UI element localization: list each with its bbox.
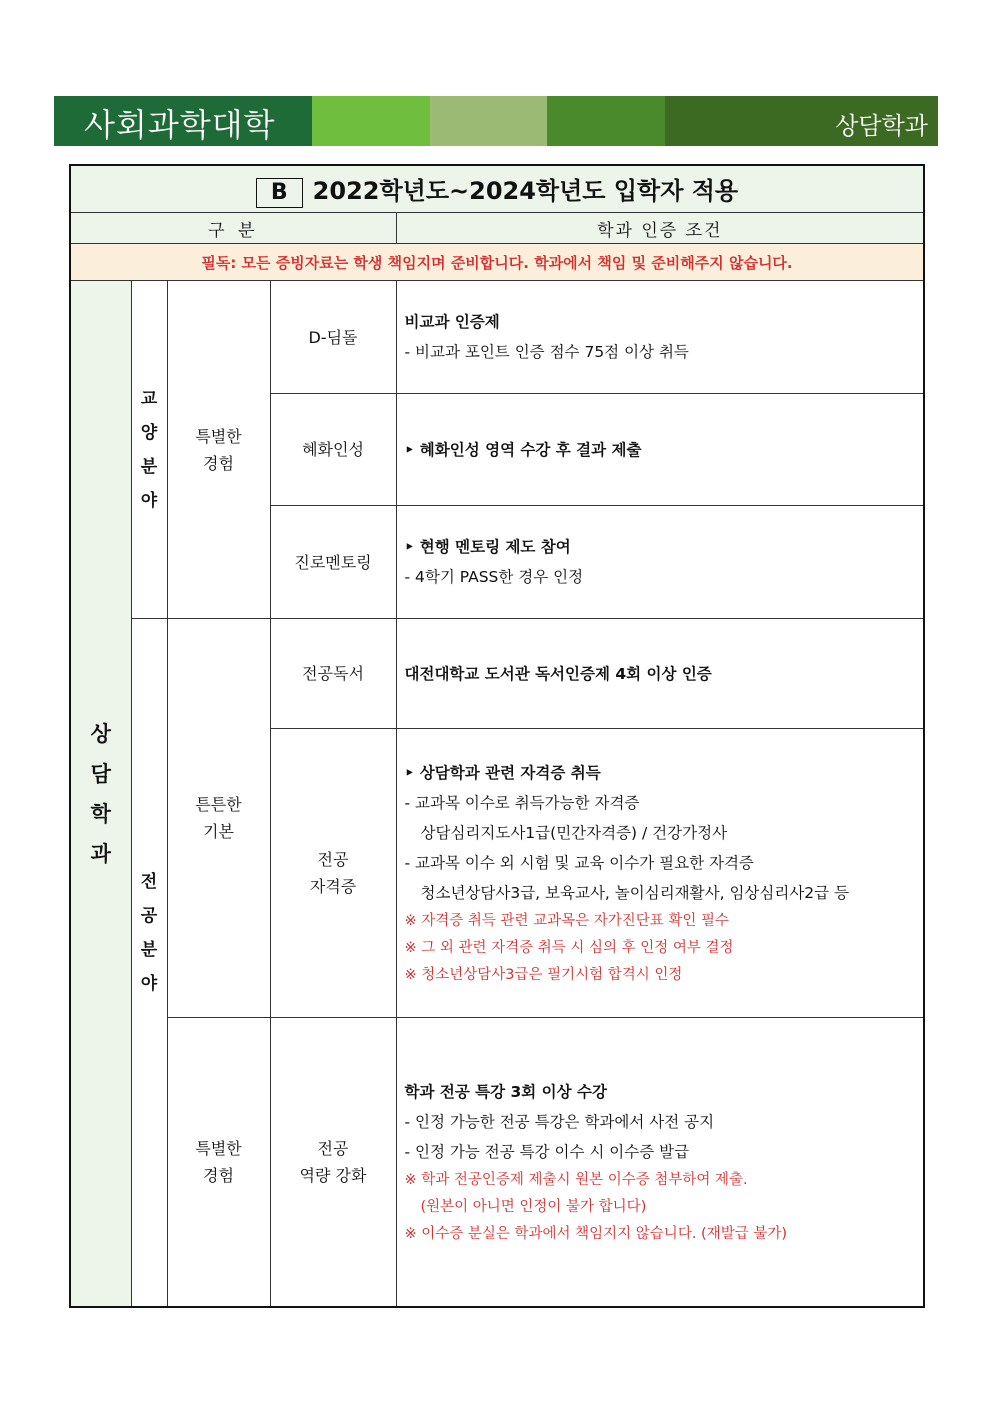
sub-certificate: [270, 729, 396, 1018]
condition-mentoring: [396, 506, 924, 619]
condition-line: - 4학기 PASS한 경우 인정: [404, 568, 584, 587]
section-char: 분: [140, 939, 158, 960]
category-special-experience-major: [167, 1018, 270, 1307]
condition-note: ※ 청소년상담사3급은 필기시험 합격시 인정: [404, 966, 683, 983]
banner-segment: [430, 96, 547, 146]
condition-line: - 교과목 이수로 취득가능한 자격증: [404, 793, 640, 812]
condition-line: 비교과 인증제: [404, 313, 500, 332]
sub-ddimdol: D-딤돌: [270, 281, 396, 394]
section-char: 전: [140, 871, 158, 892]
condition-line: 대전대학교 도서관 독서인증제 4회 이상 인증: [404, 664, 712, 683]
banner-segment: [312, 96, 430, 146]
section-char: 야: [140, 490, 158, 511]
section-char: 분: [140, 456, 158, 477]
condition-note: ※ 이수증 분실은 학과에서 책임지지 않습니다. (재발급 불가): [404, 1225, 787, 1242]
sub-line: 역량 강화: [299, 1166, 367, 1186]
table-title: [70, 165, 924, 213]
category-line: 기본: [203, 822, 234, 842]
category-basics: [167, 619, 270, 1018]
title-text: 2022학년도~2024학년도 입학자 적용: [312, 176, 739, 205]
header-category: 구 분: [70, 213, 396, 244]
sub-line: 전공: [317, 1139, 349, 1159]
condition-note: ※ 학과 전공인증제 제출시 원본 이수증 첨부하여 제출.: [404, 1171, 748, 1188]
header-condition: 학과 인증 조건: [396, 213, 924, 244]
notice-banner: 필독: 모든 증빙자료는 학생 책임지며 준비합니다. 학과에서 책임 및 준비해주지 않습니다.: [70, 244, 924, 281]
condition-note: ※ 그 외 관련 자격증 취득 시 심의 후 인정 여부 결정: [404, 939, 734, 956]
dept-char: 학: [90, 801, 111, 826]
condition-line: - 비교과 포인트 인증 점수 75점 이상 취득: [404, 343, 689, 362]
section-major: [131, 619, 167, 1307]
condition-hyehwa: [396, 394, 924, 506]
condition-line: - 인정 가능한 전공 특강은 학과에서 사전 공지: [404, 1112, 715, 1131]
sub-reading: 전공독서: [270, 619, 396, 729]
condition-ddimdol: [396, 281, 924, 394]
banner-segment: [547, 96, 665, 146]
badge: B: [256, 178, 303, 208]
department-name: 상담학과: [835, 112, 928, 140]
condition-competency: [396, 1018, 924, 1307]
condition-reading: [396, 619, 924, 729]
sub-line: 자격증: [309, 877, 357, 897]
banner-segment-department: [665, 96, 938, 146]
category-line: 특별한: [195, 426, 242, 446]
condition-line: ‣ 상담학과 관련 자격증 취득: [404, 763, 601, 782]
condition-line: ‣ 혜화인성 영역 수강 후 결과 제출: [404, 440, 642, 459]
sub-competency: [270, 1018, 396, 1307]
category-line: 경험: [203, 1166, 234, 1186]
category-line: 튼튼한: [195, 795, 242, 815]
condition-line: 상담심리지도사1급(민간자격증) / 건강가정사: [420, 823, 728, 842]
banner-segment-college: [54, 96, 312, 146]
dept-char: 과: [90, 841, 111, 866]
dept-char: 담: [90, 761, 111, 786]
sub-hyehwa: 혜화인성: [270, 394, 396, 506]
department-label: [70, 281, 131, 1307]
section-char: 양: [140, 422, 158, 443]
section-char: 공: [140, 905, 158, 926]
condition-note: ※ 자격증 취득 관련 교과목은 자가진단표 확인 필수: [404, 912, 730, 929]
condition-line: 학과 전공 특강 3회 이상 수강: [404, 1082, 607, 1101]
condition-note: (원본이 아니면 인정이 불가 합니다): [420, 1198, 647, 1215]
sub-line: 전공: [317, 850, 349, 870]
condition-line: 청소년상담사3급, 보육교사, 놀이심리재활사, 임상심리사2급 등: [420, 883, 850, 902]
condition-line: - 인정 가능 전공 특강 이수 시 이수증 발급: [404, 1142, 690, 1161]
condition-line: - 교과목 이수 외 시험 및 교육 이수가 필요한 자격증: [404, 853, 754, 872]
section-liberal: [131, 281, 167, 619]
section-char: 교: [140, 388, 158, 409]
condition-line: ‣ 현행 멘토링 제도 참여: [404, 538, 571, 557]
section-char: 야: [140, 973, 158, 994]
condition-certificate: [396, 729, 924, 1018]
college-banner: [54, 96, 938, 146]
certification-table: [69, 164, 925, 1308]
category-line: 경험: [203, 453, 234, 473]
college-name: 사회과학대학: [84, 106, 276, 144]
category-line: 특별한: [195, 1139, 242, 1159]
sub-mentoring: 진로멘토링: [270, 506, 396, 619]
dept-char: 상: [90, 721, 111, 746]
category-special-experience: [167, 281, 270, 619]
